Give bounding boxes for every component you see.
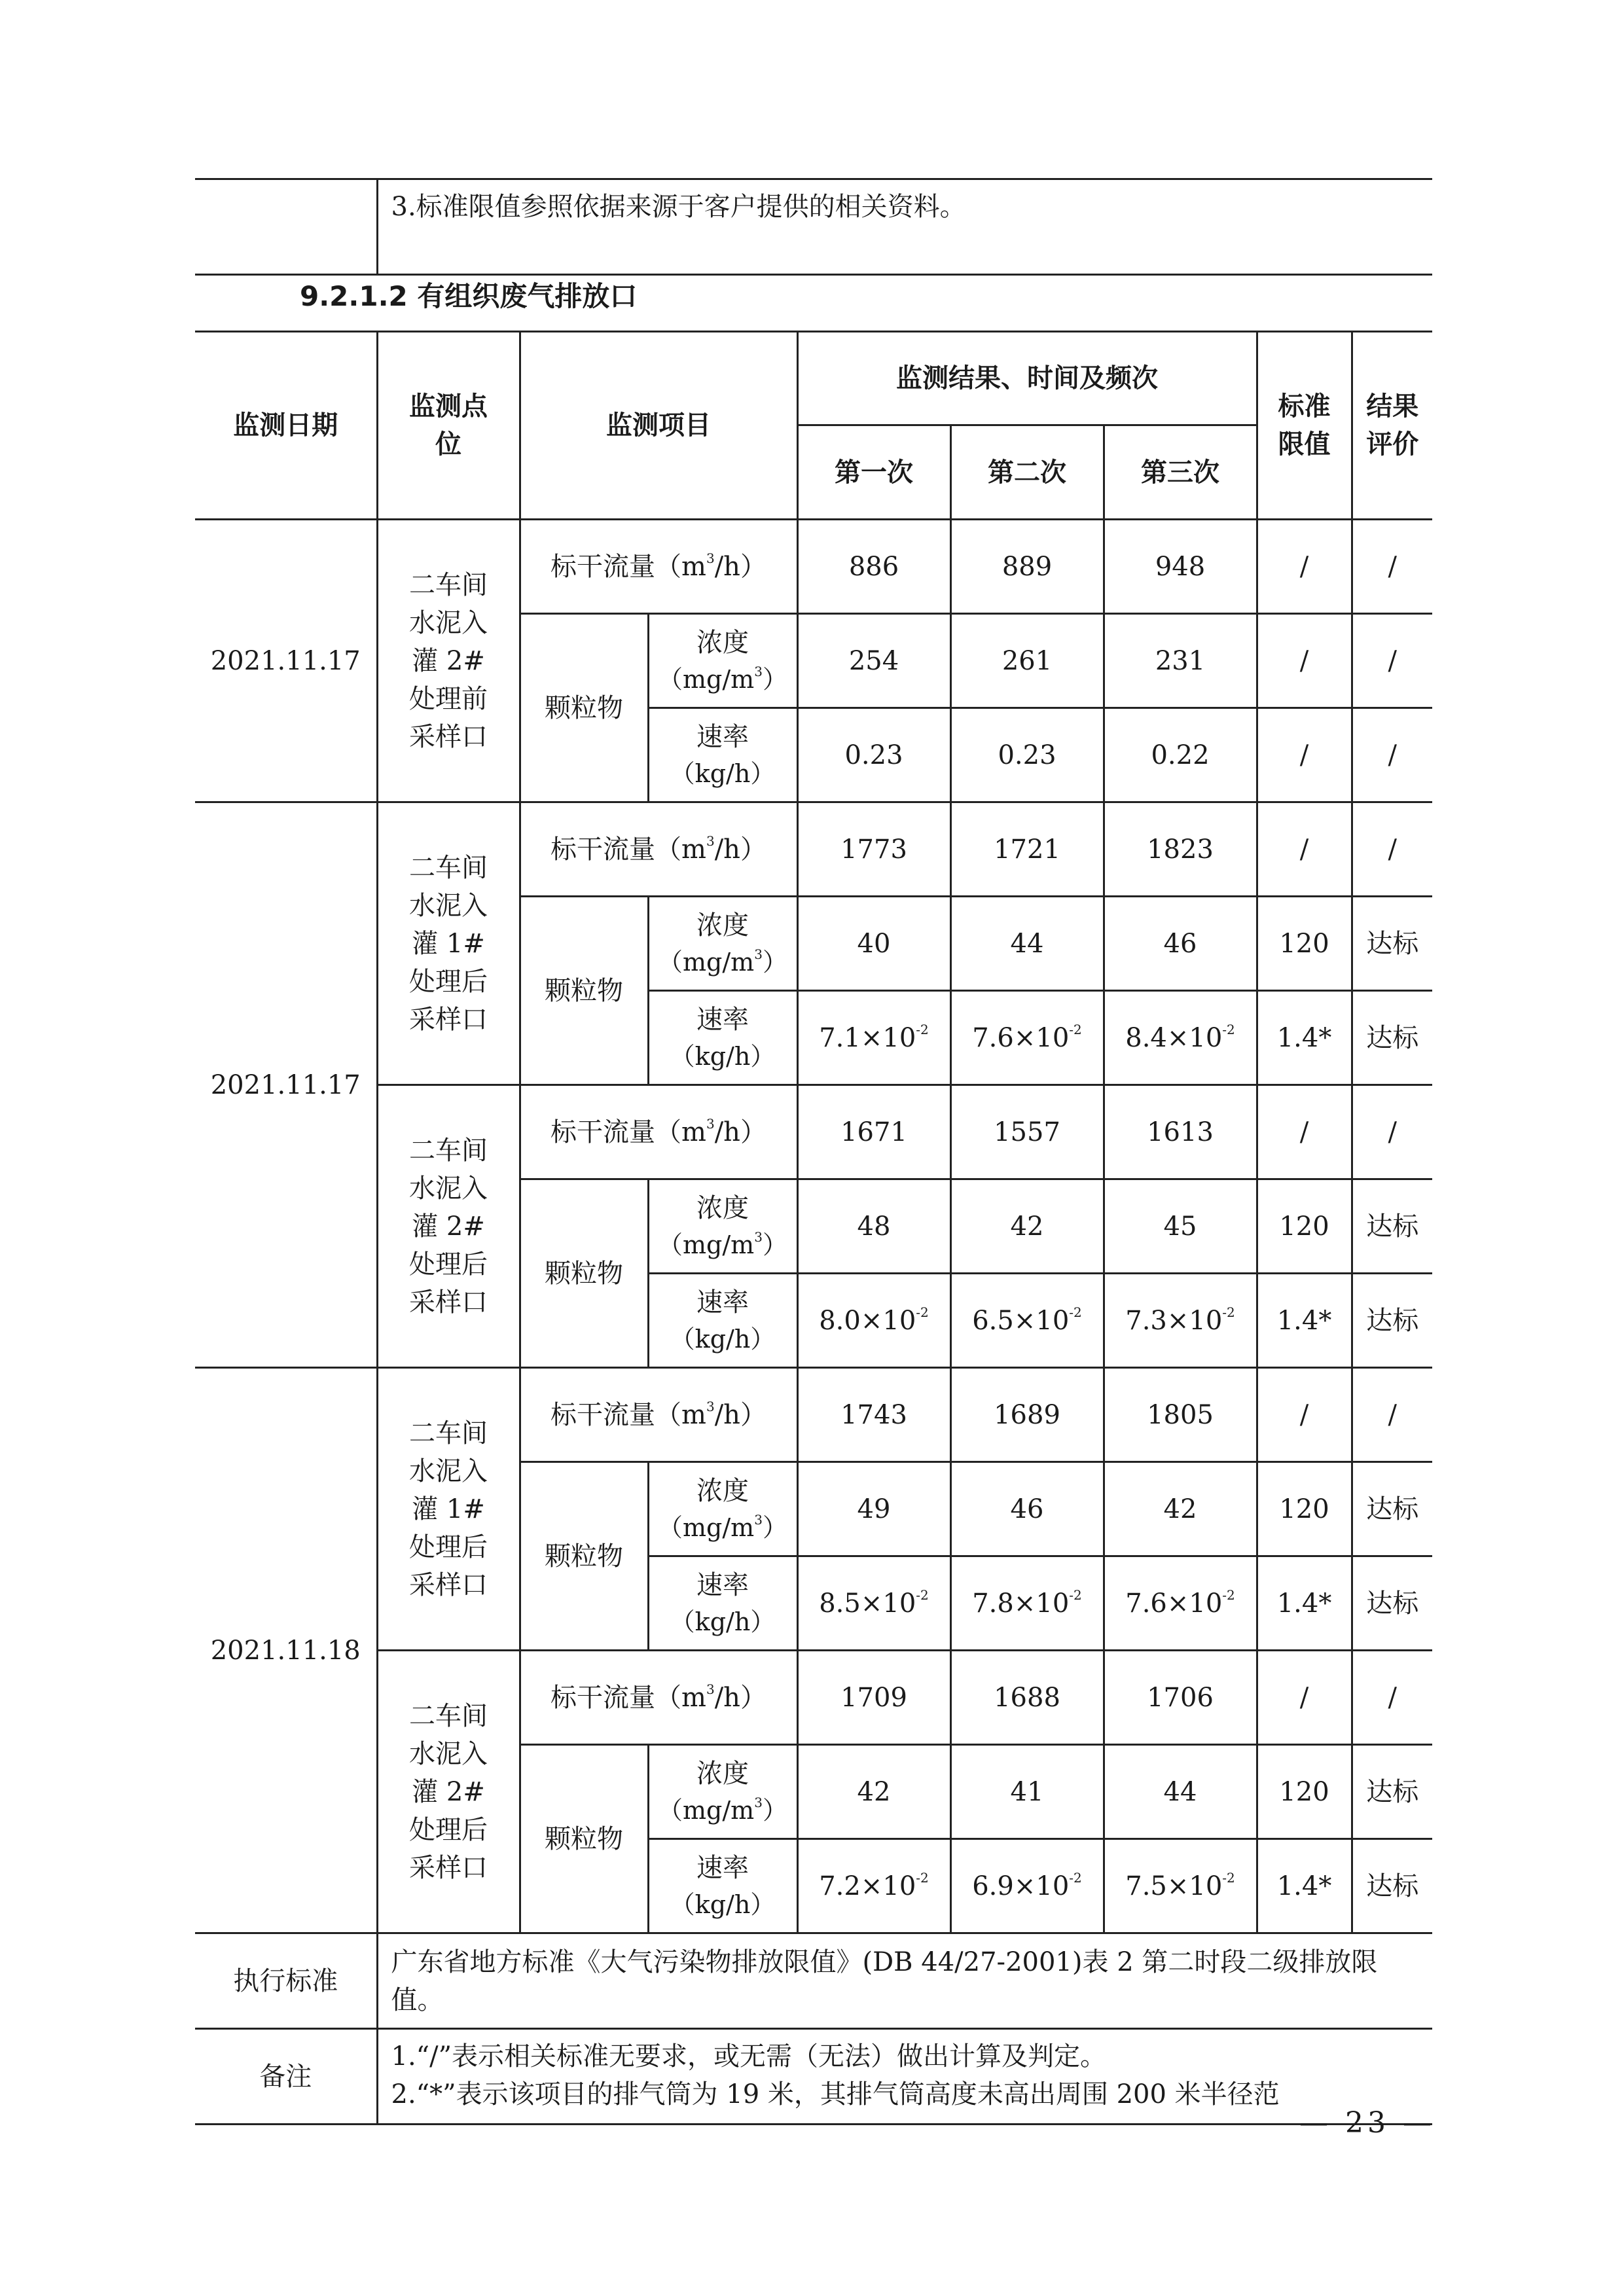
- rate-unit: （kg/h）: [670, 1607, 776, 1636]
- particulate-label: 颗粒物: [520, 1179, 648, 1368]
- particulate-label: 颗粒物: [520, 1462, 648, 1651]
- rate-unit: （kg/h）: [670, 1041, 776, 1071]
- flow-label: [520, 520, 797, 614]
- concentration-text: 浓度: [696, 1758, 749, 1789]
- flow-label-text: 标干流量（m: [550, 1117, 706, 1147]
- flow-value: 1613: [1104, 1085, 1257, 1179]
- rate-value-base: 0.23: [844, 740, 903, 770]
- rate-limit: 1.4*: [1257, 991, 1352, 1085]
- flow-value: 886: [797, 520, 950, 614]
- rate-value-base: 8.0×10: [819, 1305, 916, 1336]
- concentration-value: 254: [797, 614, 950, 708]
- rate-text: 速率: [696, 1004, 749, 1035]
- flow-label: [520, 1651, 797, 1745]
- concentration-value: 45: [1104, 1179, 1257, 1274]
- concentration-unit: （mg/m: [658, 1795, 755, 1825]
- concentration-unit-sup: 3: [754, 1229, 763, 1246]
- flow-limit: /: [1257, 802, 1352, 897]
- header-second: 第二次: [950, 425, 1104, 520]
- rate-evaluation: 达标: [1352, 1839, 1432, 1933]
- concentration-label: [648, 614, 797, 708]
- rate-value: [950, 1556, 1104, 1651]
- rate-unit: （kg/h）: [670, 759, 776, 788]
- concentration-evaluation: 达标: [1352, 1745, 1432, 1839]
- rate-value-exp: -2: [916, 1022, 929, 1038]
- top-note-label-cell: [195, 179, 377, 275]
- header-third: 第三次: [1104, 425, 1257, 520]
- remark-1: 1.“/”表示相关标准无要求，或无需（无法）做出计算及判定。: [391, 2041, 1107, 2072]
- header-item: 监测项目: [520, 332, 797, 520]
- flow-label-sup: 3: [706, 833, 715, 850]
- rate-label: [648, 1556, 797, 1651]
- rate-value: [797, 1556, 950, 1651]
- concentration-text: 浓度: [696, 910, 749, 941]
- site-cell: 二车间水泥入灌 2#处理前采样口: [377, 520, 520, 802]
- header-results-group: 监测结果、时间及频次: [797, 332, 1257, 425]
- rate-evaluation: /: [1352, 708, 1432, 802]
- rate-value-exp: -2: [1222, 1587, 1235, 1604]
- concentration-label: [648, 1745, 797, 1839]
- flow-evaluation: /: [1352, 1085, 1432, 1179]
- rate-value-base: 7.6×10: [972, 1022, 1070, 1053]
- flow-label-sup: 3: [706, 1399, 715, 1415]
- rate-limit: 1.4*: [1257, 1556, 1352, 1651]
- flow-value: 1689: [950, 1368, 1104, 1462]
- header-date: 监测日期: [195, 332, 377, 520]
- rate-value-exp: -2: [1222, 1870, 1235, 1886]
- flow-value: 1805: [1104, 1368, 1257, 1462]
- flow-limit: /: [1257, 520, 1352, 614]
- concentration-evaluation: 达标: [1352, 1462, 1432, 1556]
- rate-value: [1104, 991, 1257, 1085]
- remarks-label: 备注: [195, 2029, 377, 2125]
- concentration-limit: /: [1257, 614, 1352, 708]
- particulate-label: 颗粒物: [520, 897, 648, 1085]
- concentration-unit: （mg/m: [658, 1230, 755, 1259]
- concentration-unit-end: ）: [762, 664, 787, 694]
- particulate-label: 颗粒物: [520, 614, 648, 802]
- rate-value-base: 6.9×10: [972, 1871, 1070, 1901]
- rate-value-exp: -2: [1069, 1587, 1082, 1604]
- flow-value: 1709: [797, 1651, 950, 1745]
- flow-value: 948: [1104, 520, 1257, 614]
- flow-label-text: 标干流量（m: [550, 551, 706, 582]
- site-cell: 二车间水泥入灌 1#处理后采样口: [377, 1368, 520, 1651]
- concentration-unit-end: ）: [762, 1230, 787, 1259]
- flow-label-sup: 3: [706, 550, 715, 567]
- flow-value: 1721: [950, 802, 1104, 897]
- flow-limit: /: [1257, 1651, 1352, 1745]
- flow-label-text: 标干流量（m: [550, 1682, 706, 1713]
- header-first: 第一次: [797, 425, 950, 520]
- flow-label: [520, 1368, 797, 1462]
- rate-value-base: 6.5×10: [972, 1305, 1070, 1336]
- flow-value: 1706: [1104, 1651, 1257, 1745]
- rate-value-exp: -2: [1222, 1304, 1235, 1321]
- flow-limit: /: [1257, 1085, 1352, 1179]
- rate-value: [797, 991, 950, 1085]
- flow-evaluation: /: [1352, 802, 1432, 897]
- concentration-value: 46: [1104, 897, 1257, 991]
- flow-limit: /: [1257, 1368, 1352, 1462]
- rate-value: [950, 1274, 1104, 1368]
- remark-2: 2.“*”表示该项目的排气筒为 19 米，其排气筒高度未高出周围 200 米半径范: [391, 2079, 1280, 2109]
- flow-label-end: /h）: [714, 834, 767, 865]
- header-evaluation: 结果评价: [1352, 332, 1432, 520]
- rate-limit: 1.4*: [1257, 1274, 1352, 1368]
- standard-label: 执行标准: [195, 1933, 377, 2029]
- date-cell: 2021.11.17: [195, 802, 377, 1368]
- rate-value-exp: -2: [916, 1304, 929, 1321]
- rate-text: 速率: [696, 1570, 749, 1600]
- rate-value-base: 7.1×10: [819, 1022, 916, 1053]
- concentration-value: 261: [950, 614, 1104, 708]
- particulate-label: 颗粒物: [520, 1745, 648, 1933]
- rate-text: 速率: [696, 1852, 749, 1883]
- rate-value: [797, 1839, 950, 1933]
- flow-label-sup: 3: [706, 1116, 715, 1132]
- concentration-limit: 120: [1257, 1179, 1352, 1274]
- flow-value: 1823: [1104, 802, 1257, 897]
- rate-value-base: 8.5×10: [819, 1588, 916, 1619]
- concentration-value: 44: [1104, 1745, 1257, 1839]
- flow-label-sup: 3: [706, 1681, 715, 1698]
- concentration-unit-sup: 3: [754, 664, 763, 680]
- concentration-limit: 120: [1257, 1462, 1352, 1556]
- concentration-value: 46: [950, 1462, 1104, 1556]
- site-cell: 二车间水泥入灌 2#处理后采样口: [377, 1085, 520, 1368]
- rate-value-base: 7.3×10: [1125, 1305, 1223, 1336]
- rate-evaluation: 达标: [1352, 1274, 1432, 1368]
- flow-label-text: 标干流量（m: [550, 1399, 706, 1430]
- flow-label-end: /h）: [714, 1682, 767, 1713]
- flow-label-end: /h）: [714, 1117, 767, 1147]
- date-cell: 2021.11.17: [195, 520, 377, 802]
- rate-value-exp: -2: [1069, 1304, 1082, 1321]
- rate-text: 速率: [696, 1287, 749, 1318]
- top-note-table: [195, 178, 1432, 276]
- concentration-label: [648, 1179, 797, 1274]
- concentration-evaluation: 达标: [1352, 897, 1432, 991]
- rate-value-base: 7.8×10: [972, 1588, 1070, 1619]
- rate-value: [1104, 1839, 1257, 1933]
- monitoring-table: [195, 331, 1432, 2125]
- concentration-value: 49: [797, 1462, 950, 1556]
- concentration-limit: 120: [1257, 897, 1352, 991]
- concentration-unit-sup: 3: [754, 946, 763, 963]
- rate-value-base: 8.4×10: [1125, 1022, 1223, 1053]
- rate-label: [648, 1839, 797, 1933]
- rate-value: [950, 991, 1104, 1085]
- concentration-value: 231: [1104, 614, 1257, 708]
- rate-value-exp: -2: [916, 1870, 929, 1886]
- page-number: — 23 —: [1299, 2106, 1435, 2140]
- flow-value: 1557: [950, 1085, 1104, 1179]
- rate-label: [648, 708, 797, 802]
- concentration-value: 42: [1104, 1462, 1257, 1556]
- concentration-label: [648, 1462, 797, 1556]
- rate-text: 速率: [696, 721, 749, 752]
- site-cell: 二车间水泥入灌 2#处理后采样口: [377, 1651, 520, 1933]
- rate-value: [1104, 708, 1257, 802]
- rate-label: [648, 991, 797, 1085]
- flow-value: 889: [950, 520, 1104, 614]
- flow-value: 1773: [797, 802, 950, 897]
- flow-value: 1743: [797, 1368, 950, 1462]
- concentration-unit: （mg/m: [658, 664, 755, 694]
- rate-limit: /: [1257, 708, 1352, 802]
- rate-value-base: 0.23: [998, 740, 1056, 770]
- rate-value: [950, 708, 1104, 802]
- top-note-text: 3.标准限值参照依据来源于客户提供的相关资料。: [377, 179, 1432, 275]
- concentration-label: [648, 897, 797, 991]
- concentration-evaluation: 达标: [1352, 1179, 1432, 1274]
- flow-label-end: /h）: [714, 1399, 767, 1430]
- concentration-unit-end: ）: [762, 1795, 787, 1825]
- rate-value-exp: -2: [916, 1587, 929, 1604]
- concentration-text: 浓度: [696, 1193, 749, 1223]
- flow-label-text: 标干流量（m: [550, 834, 706, 865]
- concentration-unit-end: ）: [762, 1513, 787, 1542]
- rate-value: [1104, 1274, 1257, 1368]
- header-limit: 标准限值: [1257, 332, 1352, 520]
- concentration-value: 44: [950, 897, 1104, 991]
- rate-value-base: 7.5×10: [1125, 1871, 1223, 1901]
- rate-value-base: 7.2×10: [819, 1871, 916, 1901]
- header-site: 监测点位: [377, 332, 520, 520]
- rate-value-exp: -2: [1069, 1022, 1082, 1038]
- rate-limit: 1.4*: [1257, 1839, 1352, 1933]
- concentration-value: 42: [950, 1179, 1104, 1274]
- rate-label: [648, 1274, 797, 1368]
- flow-label-end: /h）: [714, 551, 767, 582]
- rate-value-base: 0.22: [1151, 740, 1210, 770]
- concentration-value: 42: [797, 1745, 950, 1839]
- rate-value-exp: -2: [1222, 1022, 1235, 1038]
- standard-text: 广东省地方标准《大气污染物排放限值》(DB 44/27-2001)表 2 第二时段二级排放限值。: [377, 1933, 1432, 2029]
- concentration-limit: 120: [1257, 1745, 1352, 1839]
- section-title: 9.2.1.2 有组织废气排放口: [300, 280, 638, 312]
- flow-value: 1671: [797, 1085, 950, 1179]
- rate-unit: （kg/h）: [670, 1890, 776, 1919]
- flow-label: [520, 1085, 797, 1179]
- rate-value: [1104, 1556, 1257, 1651]
- concentration-value: 41: [950, 1745, 1104, 1839]
- rate-value-exp: -2: [1069, 1870, 1082, 1886]
- rate-unit: （kg/h）: [670, 1324, 776, 1354]
- flow-evaluation: /: [1352, 1368, 1432, 1462]
- date-cell: 2021.11.18: [195, 1368, 377, 1933]
- rate-value: [797, 1274, 950, 1368]
- concentration-unit-end: ）: [762, 947, 787, 977]
- flow-evaluation: /: [1352, 520, 1432, 614]
- rate-value: [797, 708, 950, 802]
- concentration-value: 48: [797, 1179, 950, 1274]
- rate-evaluation: 达标: [1352, 1556, 1432, 1651]
- concentration-text: 浓度: [696, 1475, 749, 1506]
- rate-value: [950, 1839, 1104, 1933]
- flow-value: 1688: [950, 1651, 1104, 1745]
- concentration-evaluation: /: [1352, 614, 1432, 708]
- concentration-unit: （mg/m: [658, 947, 755, 977]
- site-cell: 二车间水泥入灌 1#处理后采样口: [377, 802, 520, 1085]
- concentration-value: 40: [797, 897, 950, 991]
- remarks-cell: [377, 2029, 1432, 2125]
- rate-value-base: 7.6×10: [1125, 1588, 1223, 1619]
- concentration-unit: （mg/m: [658, 1513, 755, 1542]
- flow-label: [520, 802, 797, 897]
- concentration-unit-sup: 3: [754, 1795, 763, 1811]
- flow-evaluation: /: [1352, 1651, 1432, 1745]
- concentration-text: 浓度: [696, 627, 749, 658]
- rate-evaluation: 达标: [1352, 991, 1432, 1085]
- concentration-unit-sup: 3: [754, 1512, 763, 1528]
